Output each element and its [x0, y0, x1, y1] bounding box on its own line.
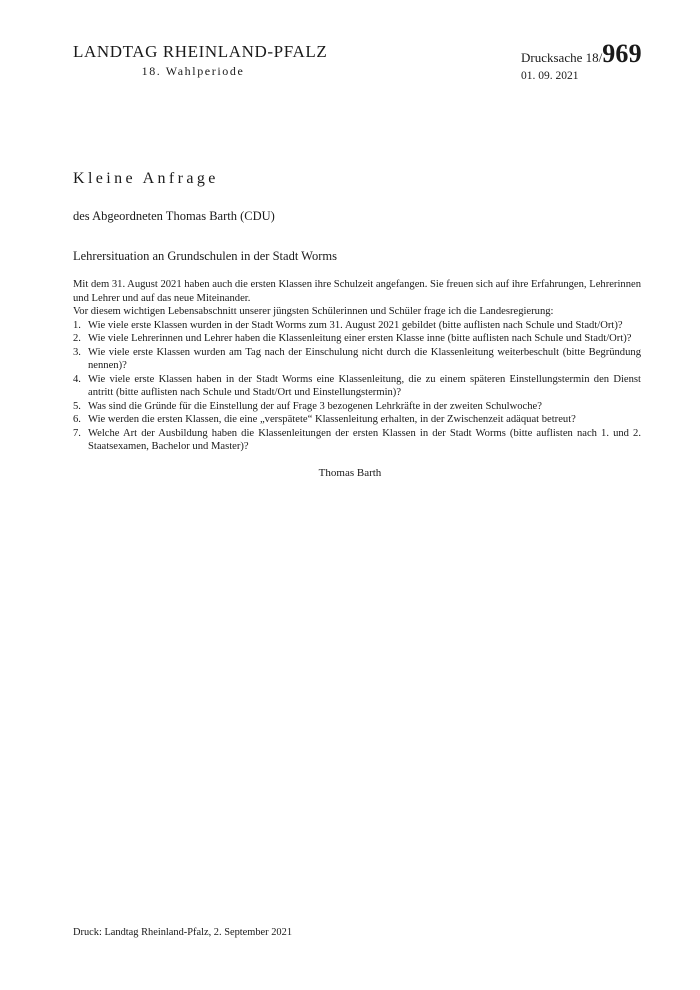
lead-in-paragraph: Vor diesem wichtigen Lebensabschnitt unserer jüngsten Schülerinnen und Schüler frage ich die Landesregierung: — [73, 306, 554, 317]
printed-matter-id: 969 — [602, 39, 642, 68]
question-number: 3. — [73, 346, 81, 358]
document-header-right — [521, 40, 681, 82]
question-item — [73, 427, 641, 454]
question-text: Was sind die Gründe für die Einstellung der auf Frage 3 bezogenen Lehrkräfte in der zweiten Schulwoche? — [88, 400, 542, 412]
question-number: 6. — [73, 414, 81, 425]
question-text: Wie werden die ersten Klassen, die eine „verspätete“ Klassenleitung erhalten, in der Zwischenzeit adäquat betreut? — [88, 414, 576, 425]
printed-matter-label: Drucksache 18 — [521, 50, 599, 65]
question-list — [73, 319, 641, 454]
question-text: Wie viele erste Klassen wurden am Tag nach der Einschulung nicht durch die Klassenleitung weiterbeschult (bitte Begründung nennen)? — [88, 346, 641, 371]
question-number: 4. — [73, 373, 81, 385]
printed-matter-number — [521, 40, 681, 72]
question-item — [73, 346, 641, 373]
question-number: 1. — [73, 319, 81, 331]
parliament-name: LANDTAG RHEINLAND-PFALZ — [73, 42, 328, 61]
question-item — [73, 400, 641, 414]
question-item — [73, 319, 641, 333]
question-text: Wie viele Lehrerinnen und Lehrer haben die Klassenleitung einer ersten Klasse inne (bitte auflisten nach Schule und Stadt/Ort)? — [88, 333, 632, 344]
inquiry-subject: Lehrersituation an Grundschulen in der Stadt Worms — [73, 249, 337, 263]
printed-matter-separator: / — [598, 50, 603, 65]
author-line: des Abgeordneten Thomas Barth (CDU) — [73, 209, 275, 223]
question-item — [73, 413, 641, 427]
question-item — [73, 373, 641, 400]
inquiry-body — [73, 278, 641, 454]
print-note: Druck: Landtag Rheinland-Pfalz, 2. September 2021 — [73, 927, 293, 938]
question-text: Wie viele erste Klassen wurden in der Stadt Worms zum 31. August 2021 gebildet (bitte auflisten nach Schule und Stadt/Ort)? — [88, 319, 623, 331]
document-type-title: Kleine Anfrage — [73, 170, 219, 187]
intro-paragraph: Mit dem 31. August 2021 haben auch die ersten Klassen ihre Schulzeit angefangen. Sie freuen sich auf ihre Erfahrungen, Lehrerinnen und Lehrer und auf das neue Miteinander. — [73, 279, 641, 304]
question-number: 5. — [73, 400, 81, 412]
question-number: 2. — [73, 333, 81, 344]
legislative-period: 18. Wahlperiode — [141, 64, 245, 78]
signature: Thomas Barth — [318, 467, 382, 479]
question-number: 7. — [73, 427, 81, 439]
question-text: Welche Art der Ausbildung haben die Klassenleitungen der ersten Klassen in der Stadt Worms (bitte auflisten nach 1. und 2. Staatsexamen, Bachelor und Master)? — [88, 427, 641, 452]
question-item — [73, 332, 641, 346]
document-date: 01. 09. 2021 — [521, 70, 579, 82]
document-header-left — [73, 42, 328, 79]
question-text: Wie viele erste Klassen haben in der Stadt Worms eine Klassenleitung, die zu einem späteren Einstellungstermin den Dienst antritt (bitte auflisten nach Schule und Stadt/Ort und Einstellungstermin)? — [88, 373, 641, 398]
